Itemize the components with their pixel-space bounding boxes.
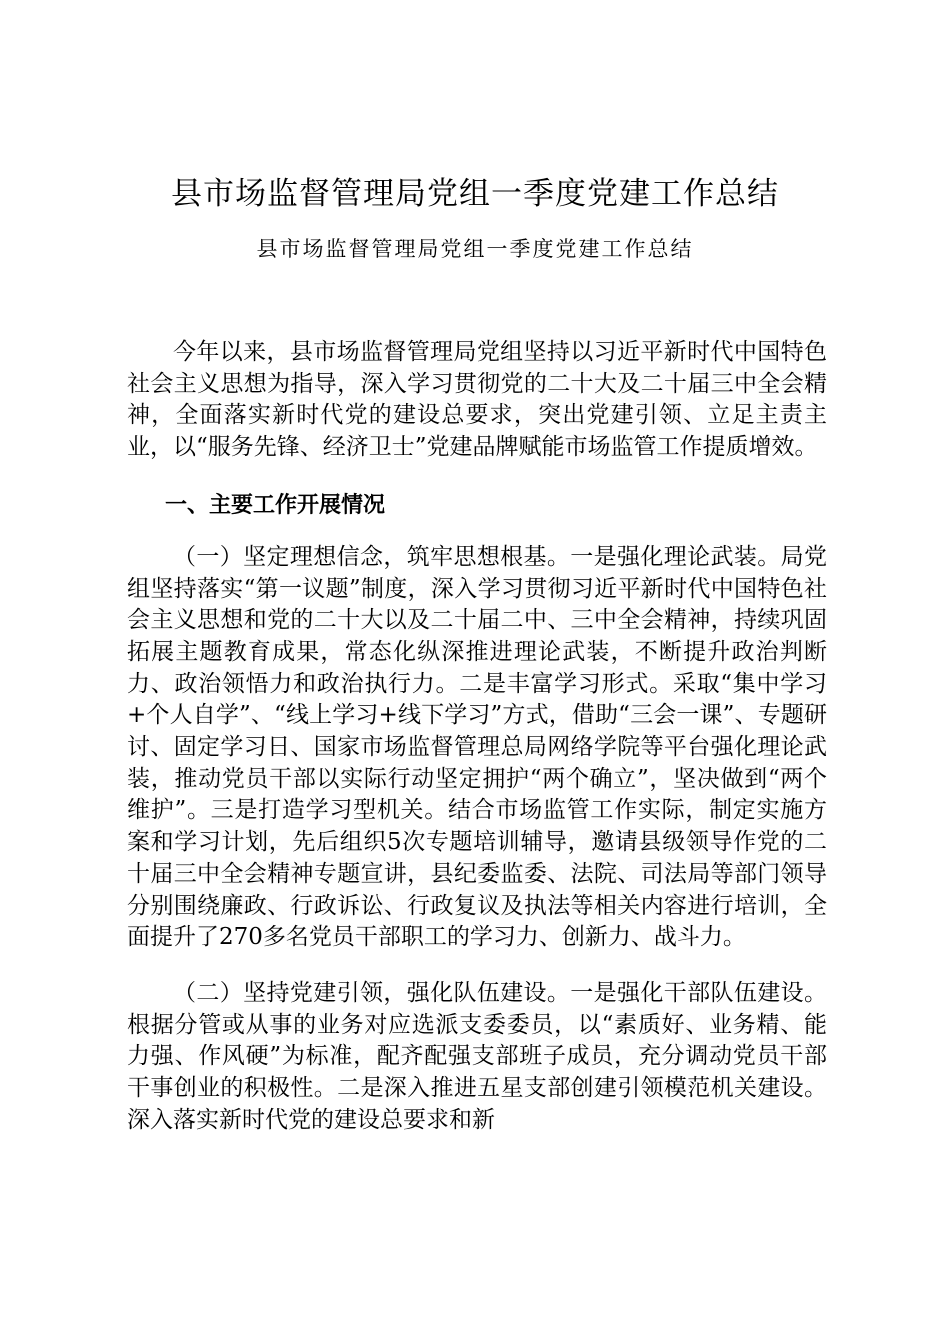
document-body	[127, 337, 827, 1136]
intro-paragraph: 今年以来，县市场监督管理局党组坚持以习近平新时代中国特色社会主义思想为指导，深入学习贯彻党的二十大及二十届三中全会精神，全面落实新时代党的建设总要求，突出党建引领、立足主责主业，以“服务先锋、经济卫士”党建品牌赋能市场监管工作提质增效。	[127, 339, 827, 461]
document-subtitle: 县市场监督管理局党组一季度党建工作总结	[256, 237, 694, 261]
section-heading: 一、主要工作开展情况	[165, 492, 386, 518]
section-1-paragraph: （一）坚定理想信念，筑牢思想根基。一是强化理论武装。局党组坚持落实“第一议题”制度，深入学习贯彻习近平新时代中国特色社会主义思想和党的二十大以及二十届二中、三中全会精神，持续巩固拓展主题教育成果，常态化纵深推进理论武装，不断提升政治判断力、政治领悟力和政治执行力。二是丰富学习形式。采取“集中学习+个人自学”、“线上学习+线下学习”方式，借助“三会一课”、专题研讨、固定学习日、国家市场监督管理总局网络学院等平台强化理论武装，推动党员干部以实际行动坚定拥护“两个确立”，坚决做到“两个维护”。三是打造学习型机关。结合市场监管工作实际，制定实施方案和学习计划，先后组织5次专题培训辅导，邀请县级领导作党的二十届三中全会精神专题宣讲，县纪委监委、法院、司法局等部门领导分别围绕廉政、行政诉讼、行政复议及执法等相关内容进行培训，全面提升了270多名党员干部职工的学习力、创新力、战斗力。	[127, 543, 827, 951]
document-title: 县市场监督管理局党组一季度党建工作总结	[171, 176, 779, 212]
section-2-paragraph: （二）坚持党建引领，强化队伍建设。一是强化干部队伍建设。根据分管或从事的业务对应选派支委委员，以“素质好、业务精、能力强、作风硬”为标准，配齐配强支部班子成员，充分调动党员干部干事创业的积极性。二是深入推进五星支部创建引领模范机关建设。深入落实新时代党的建设总要求和新	[127, 979, 827, 1133]
